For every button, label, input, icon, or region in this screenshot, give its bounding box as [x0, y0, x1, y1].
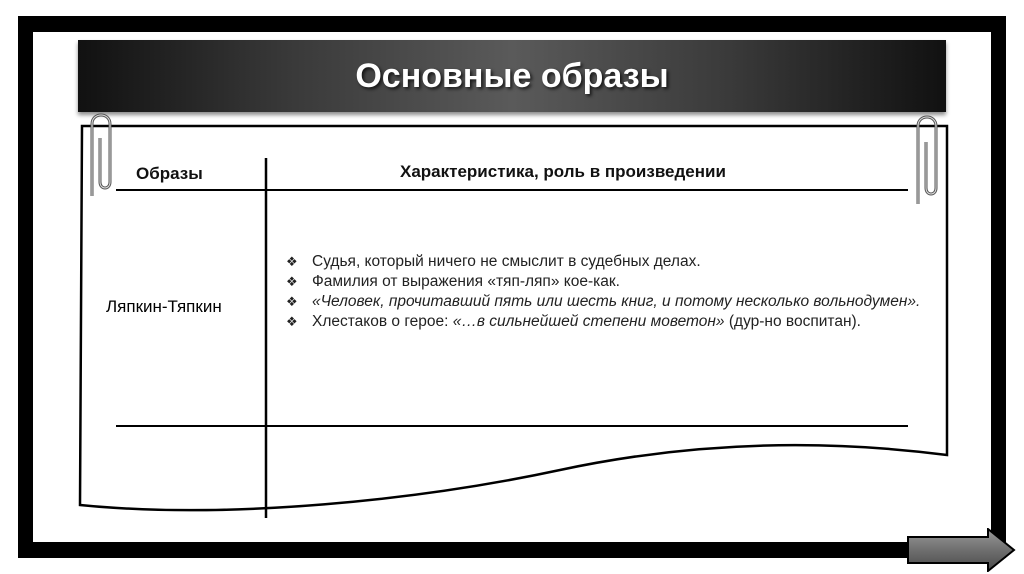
bullet-text: Судья, который ничего не смыслит в судебных делах. — [312, 253, 701, 270]
column-header-characteristic: Характеристика, роль в произведении — [400, 162, 726, 181]
bullet-marker-icon: ❖ — [286, 314, 298, 329]
bullet-marker-icon: ❖ — [286, 274, 298, 289]
bullet-quote-text: «Человек, прочитавший пять или шесть книг, и потому несколько вольнодумен». — [312, 293, 921, 310]
characteristic-list — [286, 252, 926, 332]
column-header-images: Образы — [136, 164, 203, 183]
bullet-text: Фамилия от выражения «тяп-ляп» кое-как. — [312, 273, 620, 290]
bullet-text: (дур-но воспитан). — [724, 313, 861, 330]
row-character-name: Ляпкин-Тяпкин — [106, 297, 222, 316]
slide-title: Основные образы — [355, 56, 669, 95]
bullet-marker-icon: ❖ — [286, 294, 298, 309]
bullet-quote-text: «…в сильнейшей степени моветон» — [452, 313, 725, 330]
list-item — [286, 272, 926, 292]
list-item — [286, 292, 926, 312]
bullet-marker-icon: ❖ — [286, 254, 298, 269]
list-item — [286, 252, 926, 272]
list-item — [286, 312, 926, 332]
arrow-right-icon[interactable] — [906, 528, 1018, 572]
bullet-text: Хлестаков о герое: — [312, 313, 453, 330]
